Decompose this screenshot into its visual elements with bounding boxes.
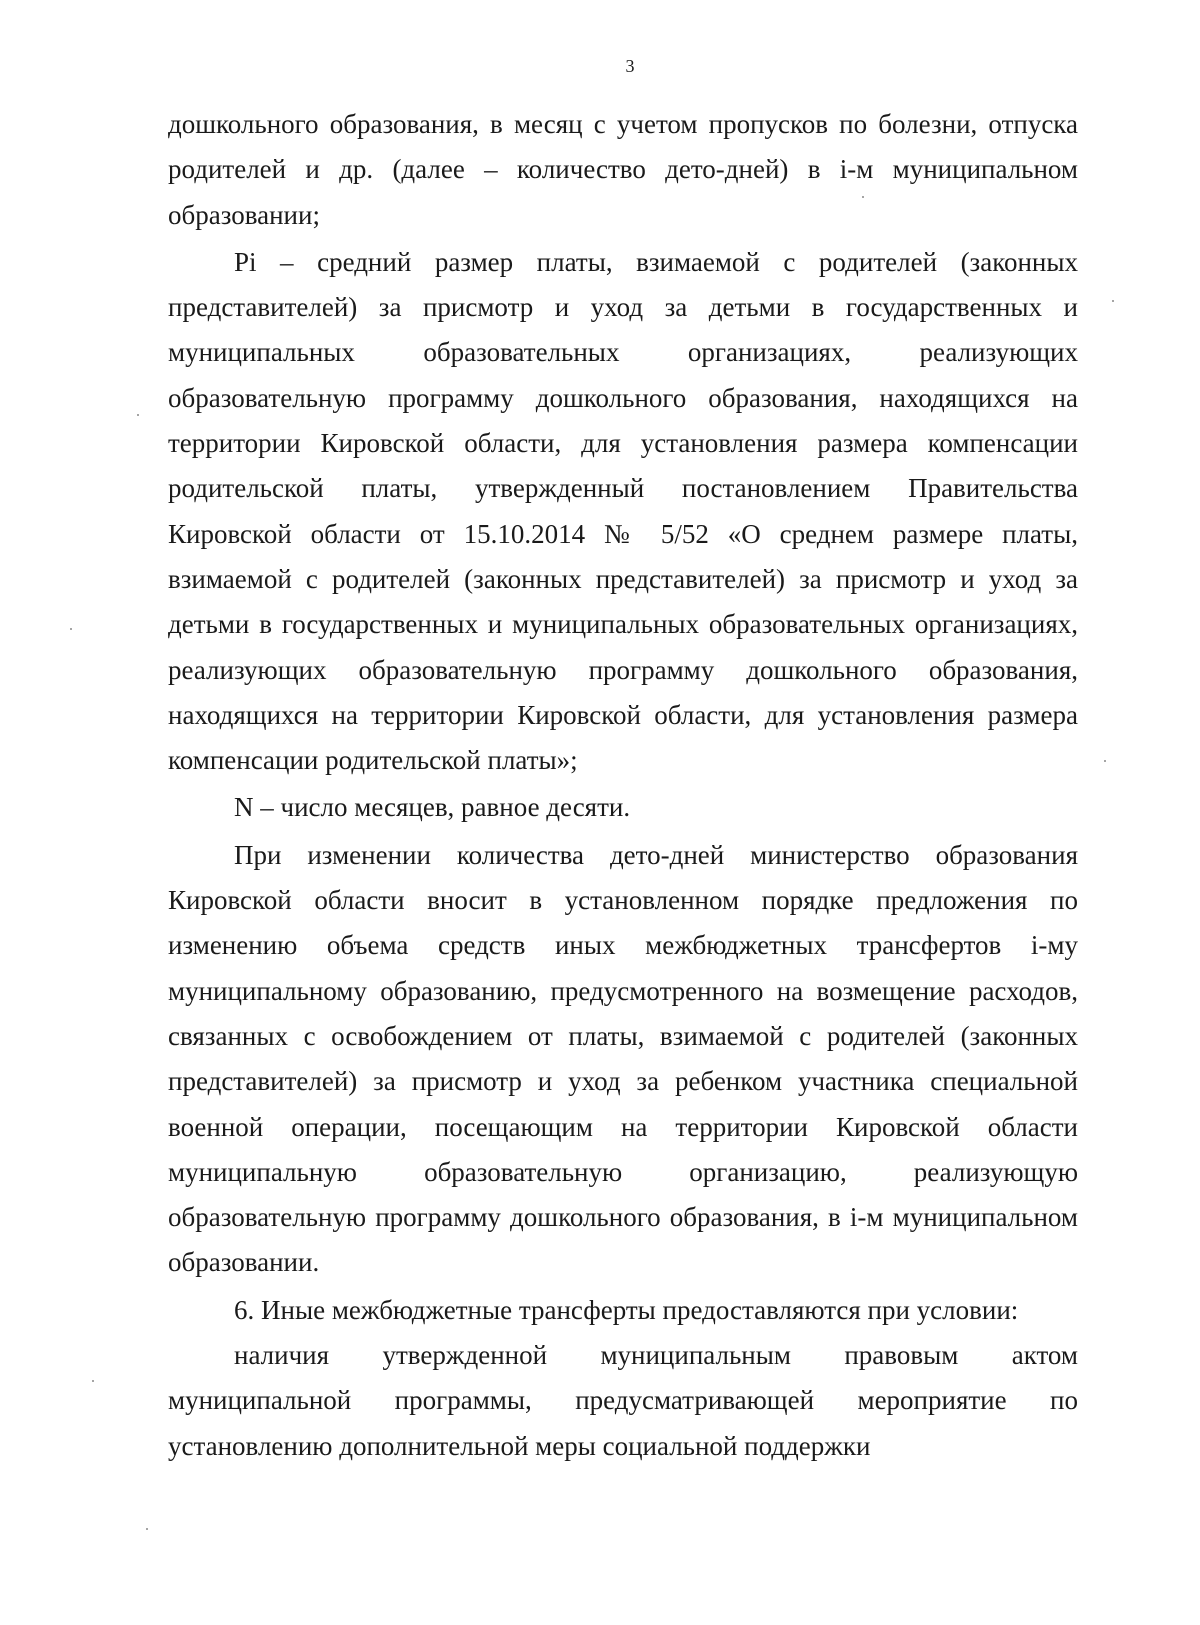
document-body	[168, 102, 1078, 1469]
scan-speck	[1112, 300, 1114, 302]
paragraph-change-procedure: При изменении количества дето-дней министерство образования Кировской области вносит в установленном порядке предложения по изменению объема средств иных межбюджетных трансфертов i-му муниципальному образованию, предусмотренного на возмещение расходов, связанных с освобождением от платы, взимаемой с родителей (законных представителей) за присмотр и уход за ребенком участника специальной военной операции, посещающим на территории Кировской области муниципальную образовательную организацию, реализующую образовательную программу дошкольного образования, в i-м муниципальном образовании.	[168, 839, 1078, 1278]
scan-speck	[70, 628, 72, 630]
scan-speck	[146, 1528, 148, 1530]
page-number: 3	[625, 56, 635, 76]
paragraph-item-6: 6. Иные межбюджетные трансферты предоставляются при условии:	[234, 1294, 1019, 1325]
scan-speck	[137, 414, 139, 416]
paragraph-condition: наличия утвержденной муниципальным правовым актом муниципальной программы, предусматривающей мероприятие по установлению дополнительной меры социальной поддержки	[168, 1340, 1078, 1461]
scan-speck	[1104, 760, 1106, 762]
scan-speck	[92, 1380, 94, 1382]
paragraph-average-fee-definition: Pi – средний размер платы, взимаемой с родителей (законных представителей) за присмотр и уход за детьми в государственных и муниципальных образовательных организациях, реализующих образовательную программу дошкольного образования, находящихся на территории Кировской области, для установления размера компенсации родительской платы, утвержденный постановлением Правительства Кировской области от 15.10.2014 № 5/52 «О среднем размере платы, взимаемой с родителей (законных представителей) за присмотр и уход за детьми в государственных и муниципальных образовательных организациях, реализующих образовательную программу дошкольного образования, находящихся на территории Кировской области, для установления размера компенсации родительской платы»;	[168, 246, 1078, 776]
paragraph-continuation: дошкольного образования, в месяц с учетом пропусков по болезни, отпуска родителей и др. (далее – количество дето-дней) в i-м муниципальном образовании;	[168, 109, 1078, 230]
scan-speck	[862, 196, 864, 198]
paragraph-months-definition: N – число месяцев, равное десяти.	[234, 792, 631, 823]
